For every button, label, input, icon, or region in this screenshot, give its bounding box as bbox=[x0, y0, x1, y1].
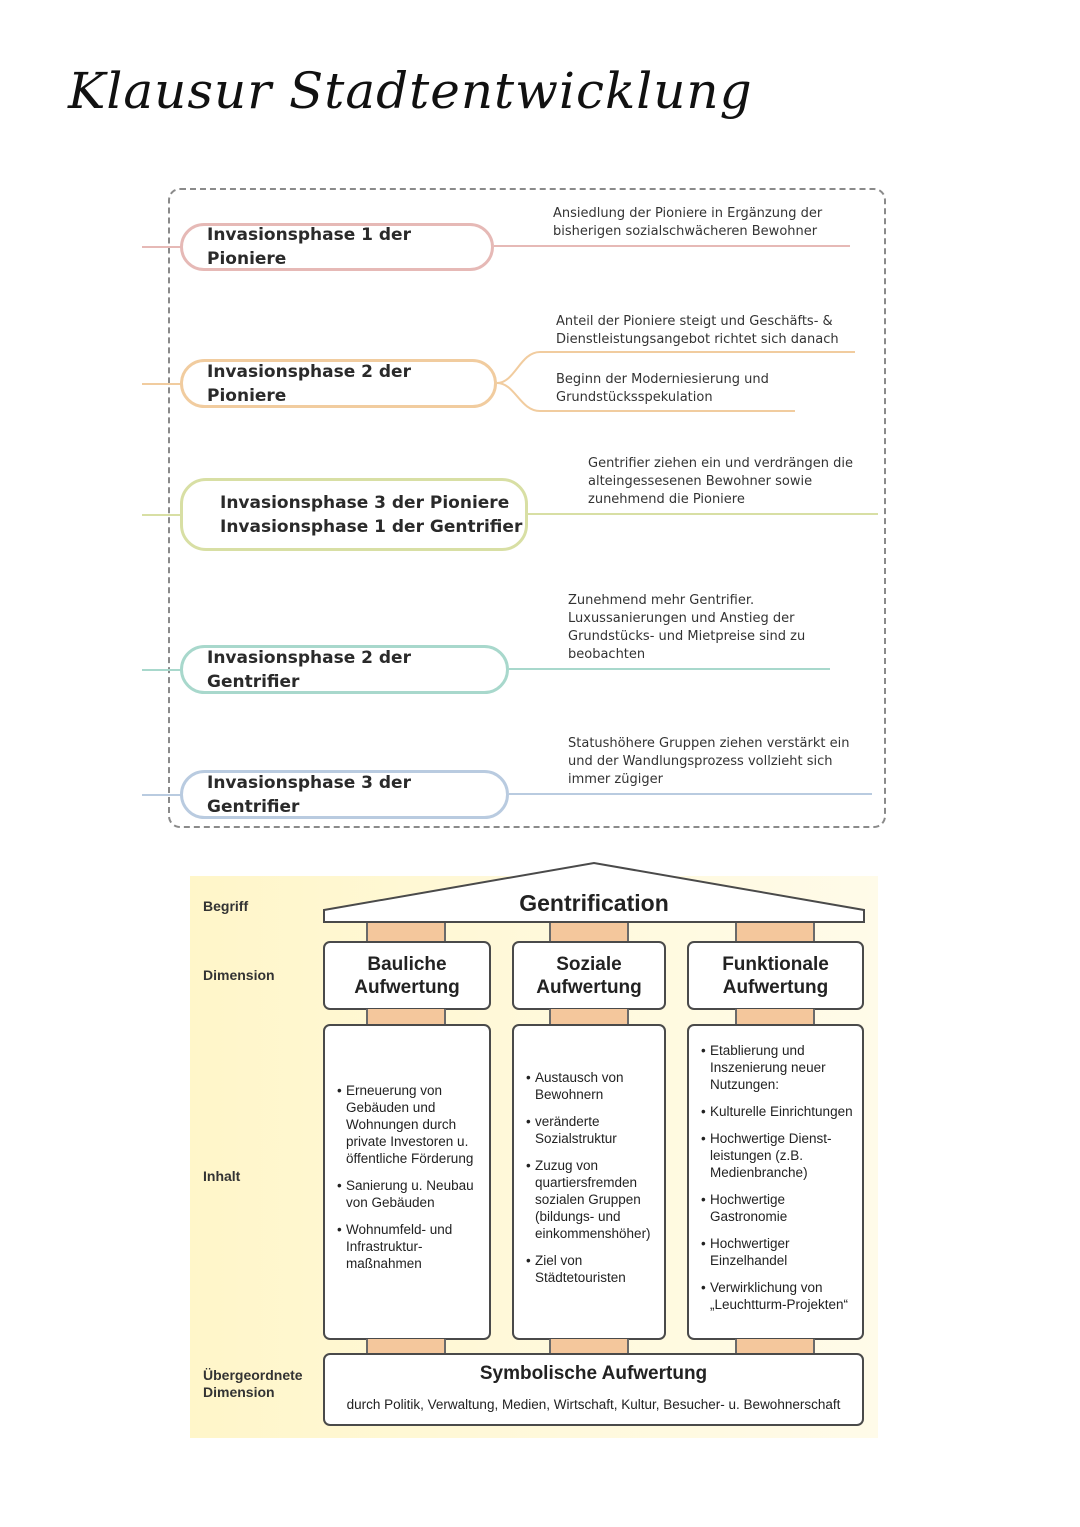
connector-stripe bbox=[735, 1339, 815, 1354]
list-item: • Hochwertige Gastronomie bbox=[701, 1191, 856, 1225]
note-1 bbox=[553, 205, 822, 241]
note-5-line-3: Grundstücks- und Mietpreise sind zu bbox=[568, 629, 806, 644]
note-5-line-4: beobachten bbox=[568, 647, 646, 662]
connector-stripe bbox=[366, 923, 446, 942]
roof-title: Gentrification bbox=[519, 890, 669, 916]
row-label-uebergeordnet bbox=[203, 1367, 303, 1401]
connector-stripe bbox=[735, 923, 815, 942]
row-label-uebergeordnet-line-1: Übergeordnete bbox=[203, 1367, 303, 1383]
content-list-funktionale bbox=[701, 1042, 856, 1323]
row-label-inhalt: Inhalt bbox=[203, 1168, 241, 1184]
content-list-soziale bbox=[526, 1069, 658, 1296]
note-3 bbox=[556, 371, 769, 407]
list-item: • Verwirklichung von „Leuchtturm-Projekten“ bbox=[701, 1279, 856, 1313]
list-item: • Kulturelle Einrichtungen bbox=[701, 1103, 856, 1120]
list-item: • Sanierung u. Neubau von Gebäuden bbox=[337, 1177, 483, 1211]
content-box-soziale bbox=[512, 1024, 666, 1340]
list-item: • Hochwertige Dienst-leistungen (z.B. Medienbranche) bbox=[701, 1130, 856, 1181]
dimension-funktionale-line-2: Aufwertung bbox=[722, 976, 829, 998]
dimension-box-soziale bbox=[512, 941, 666, 1010]
note-3-line-1: Beginn der Moderniesierung und bbox=[556, 372, 769, 387]
list-item: • Wohnumfeld- und Infrastruktur-maßnahmen bbox=[337, 1221, 483, 1272]
content-list-bauliche bbox=[337, 1082, 483, 1282]
note-2-line-1: Anteil der Pioniere steigt und Geschäfts- & bbox=[556, 314, 833, 329]
list-item: • Erneuerung von Gebäuden und Wohnungen durch private Investoren u. öffentliche Förderung bbox=[337, 1082, 483, 1167]
base-box-symbolische-aufwertung bbox=[323, 1353, 864, 1426]
phase-node-5-label: Invasionsphase 3 der Gentrifier bbox=[207, 772, 411, 817]
dimension-bauliche-line-2: Aufwertung bbox=[354, 976, 460, 998]
note-6 bbox=[568, 735, 849, 789]
list-item: • Etablierung und Inszenierung neuer Nutzungen: bbox=[701, 1042, 856, 1093]
page-title: Klausur Stadtentwicklung bbox=[68, 62, 753, 120]
dimension-soziale-line-1: Soziale bbox=[556, 953, 622, 975]
note-2 bbox=[556, 313, 839, 349]
note-5 bbox=[568, 592, 805, 664]
phase-node-3-label-2: Invasionsphase 1 der Gentrifier bbox=[220, 516, 523, 537]
phase-node-1-label: Invasionsphase 1 der Pioniere bbox=[207, 225, 411, 269]
connector-stripe bbox=[549, 1009, 629, 1025]
list-item: • veränderte Sozialstruktur bbox=[526, 1113, 658, 1147]
note-2-line-2: Dienstleistungsangebot richtet sich danach bbox=[556, 332, 839, 347]
connector-stripe bbox=[366, 1009, 446, 1025]
dimension-funktionale-line-1: Funktionale bbox=[722, 953, 829, 975]
note-1-line-1: Ansiedlung der Pioniere in Ergänzung der bbox=[553, 206, 823, 221]
note-6-line-2: und der Wandlungsprozess vollzieht sich bbox=[568, 754, 833, 769]
note-4-line-1: Gentrifier ziehen ein und verdrängen die bbox=[588, 456, 854, 471]
list-item: • Zuzug von quartiersfremden sozialen Gruppen (bildungs- und einkommenshöher) bbox=[526, 1157, 658, 1242]
note-6-line-1: Statushöhere Gruppen ziehen verstärkt ein bbox=[568, 736, 850, 751]
phase-node-2-label: Invasionsphase 2 der Pioniere bbox=[207, 361, 411, 406]
roof bbox=[320, 858, 868, 932]
base-subtitle: durch Politik, Verwaltung, Medien, Wirtschaft, Kultur, Besucher- u. Bewohnerschaft bbox=[346, 1397, 841, 1412]
phase-node-3-label-1: Invasionsphase 3 der Pioniere bbox=[220, 492, 510, 513]
list-item: • Hochwertiger Einzelhandel bbox=[701, 1235, 856, 1269]
dimension-bauliche-line-1: Bauliche bbox=[367, 953, 447, 975]
note-3-line-2: Grundstücksspekulation bbox=[556, 390, 713, 405]
phase-node-4-label: Invasionsphase 2 der Gentrifier bbox=[207, 647, 411, 692]
connector-stripe bbox=[366, 1339, 446, 1354]
note-5-line-2: Luxussanierungen und Anstieg der bbox=[568, 611, 795, 626]
note-5-line-1: Zunehmend mehr Gentrifier. bbox=[568, 593, 755, 608]
list-item: • Ziel von Städtetouristen bbox=[526, 1252, 658, 1286]
note-4-line-3: zunehmend die Pioniere bbox=[588, 492, 745, 507]
base-title: Symbolische Aufwertung bbox=[479, 1363, 708, 1384]
dimension-soziale-line-2: Aufwertung bbox=[536, 976, 642, 998]
list-item: • Austausch von Bewohnern bbox=[526, 1069, 658, 1103]
content-box-bauliche bbox=[323, 1024, 491, 1340]
connector-stripe bbox=[735, 1009, 815, 1025]
note-6-line-3: immer zügiger bbox=[568, 772, 663, 787]
row-label-begriff: Begriff bbox=[203, 898, 249, 914]
connector-stripe bbox=[549, 1339, 629, 1354]
note-4-line-2: alteingessesenen Bewohner sowie bbox=[588, 474, 813, 489]
dimension-box-funktionale bbox=[687, 941, 864, 1010]
note-1-line-2: bisherigen sozialschwächeren Bewohner bbox=[553, 224, 818, 239]
content-box-funktionale bbox=[687, 1024, 864, 1340]
note-4 bbox=[588, 455, 853, 509]
dimension-box-bauliche bbox=[323, 941, 491, 1010]
row-label-dimension: Dimension bbox=[203, 967, 275, 983]
connector-stripe bbox=[549, 923, 629, 942]
row-label-uebergeordnet-line-2: Dimension bbox=[203, 1384, 275, 1400]
